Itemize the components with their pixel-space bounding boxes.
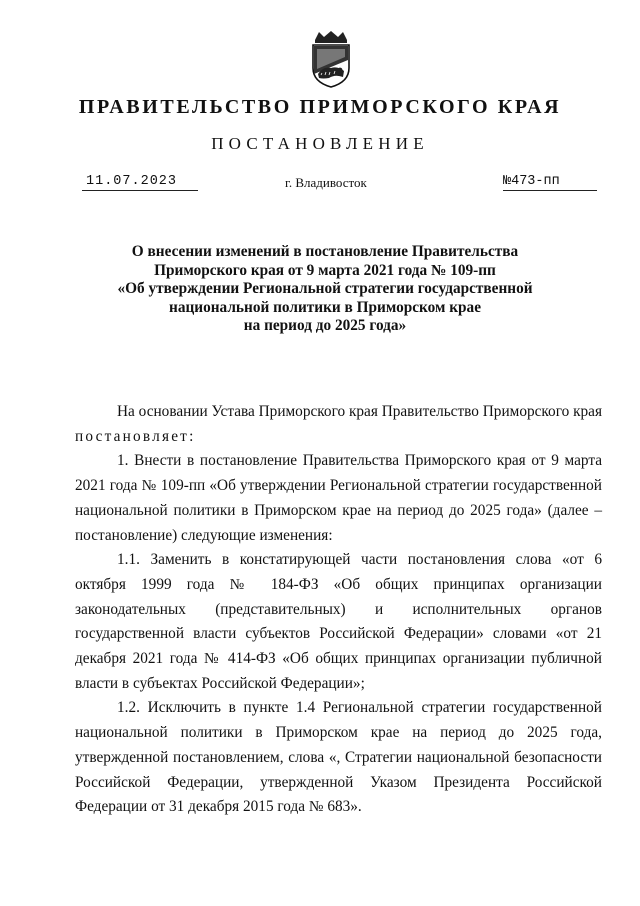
title-line: Приморского края от 9 марта 2021 года № 109-пп xyxy=(154,261,496,279)
preamble-emphasis: постановляет: xyxy=(75,427,196,445)
document-city: г. Владивосток xyxy=(285,175,367,190)
title-line: на период до 2025 года» xyxy=(243,317,407,335)
paragraph-item-1-1: 1.1. Заменить в констатирующей части постановления слова «от 6 октября 1999 года № 184-ФЗ «Об общих принципах организации законодательных (представительных) и исполнительных органов государственной власти субъектов Российской Федерации» словами «от 21 декабря 2021 года № 414-ФЗ «Об общих принципах организации публичной власти в субъектах Российской Федерации»; xyxy=(75,551,602,692)
title-line: «Об утверждении Региональной стратегии государственной xyxy=(117,280,533,298)
government-title: ПРАВИТЕЛЬСТВО ПРИМОРСКОГО КРАЯ xyxy=(78,96,562,118)
document-title xyxy=(60,243,590,336)
paragraph-item-1-2: 1.2. Исключить в пункте 1.4 Региональной стратегии государственной национальной политики в Приморском крае на период до 2025 года, утвержденной постановлением, слова «, Стратегии национальной безопасности Российской Федерации, утвержденной Указом Президента Российской Федерации от 31 декабря 2015 года № 683». xyxy=(75,699,602,816)
document-type: ПОСТАНОВЛЕНИЕ xyxy=(211,134,429,153)
document-body xyxy=(75,400,602,820)
document-date: 11.07.2023 xyxy=(82,174,198,191)
title-line: национальной политики в Приморском крае xyxy=(169,298,481,316)
title-line: О внесении изменений в постановление Правительства xyxy=(131,243,519,260)
preamble-text: На основании Устава Приморского края Правительство Приморского края xyxy=(117,403,602,420)
paragraph-item-1: 1. Внести в постановление Правительства Приморского края от 9 марта 2021 года № 109-пп «Об утверждении Региональной стратегии государственной национальной политики в Приморском крае на период до 2025 года» (далее – постановление) следующие изменения: xyxy=(75,452,602,544)
coat-of-arms-icon xyxy=(305,30,357,88)
document-number: №473-пп xyxy=(503,174,597,191)
paragraph-preamble xyxy=(75,400,602,449)
